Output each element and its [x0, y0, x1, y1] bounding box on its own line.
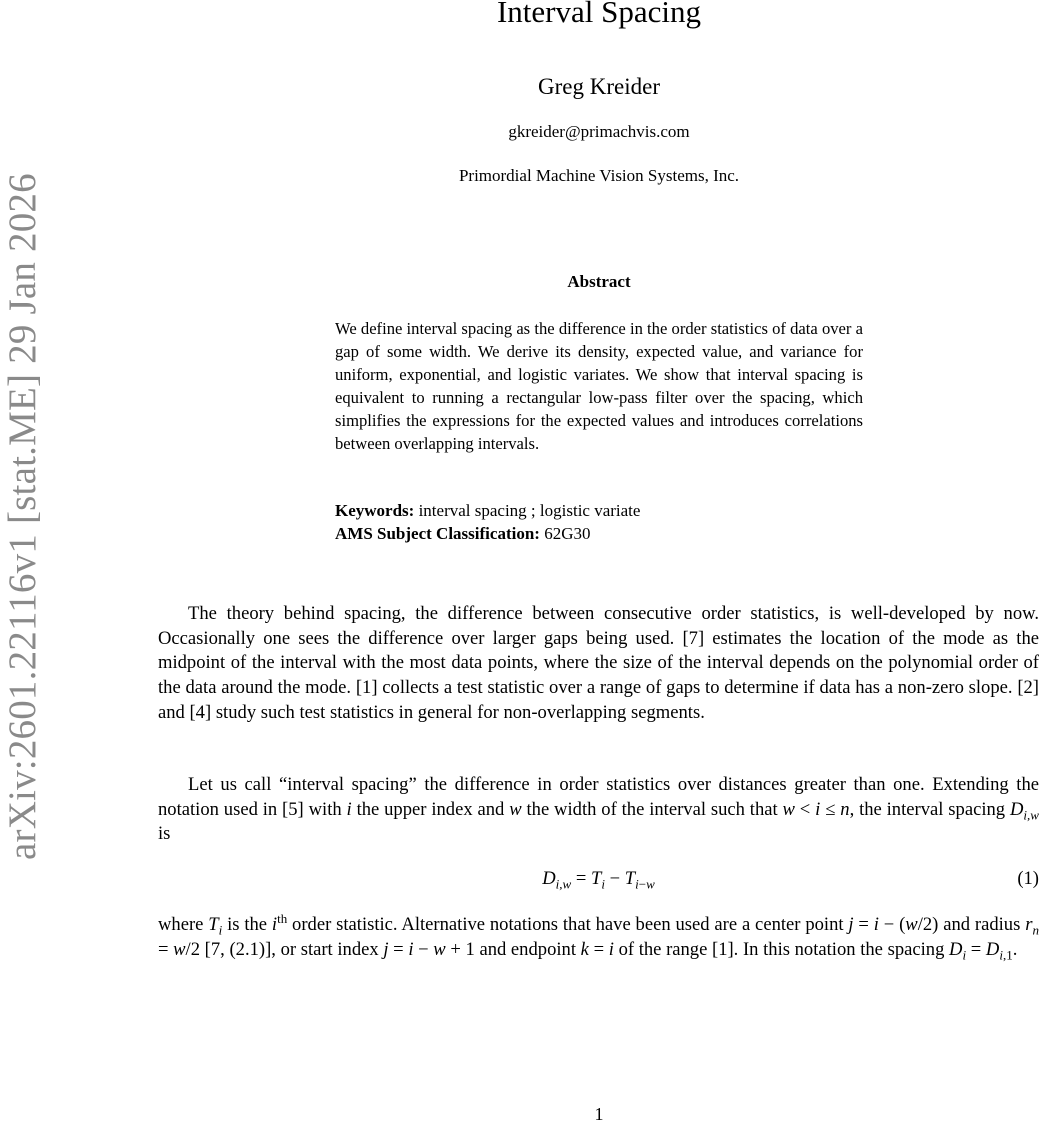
para2-text-b: the upper index and: [356, 798, 505, 820]
equation-1: [158, 868, 1039, 894]
math-i-th: $i^{th}$: [271, 910, 288, 935]
keywords-block: [335, 499, 935, 545]
ams-label: AMS Subject Classification:: [335, 524, 540, 543]
intro-paragraph-3: [158, 910, 1039, 963]
ams-value: 62G30: [544, 524, 591, 543]
para3-text-c: order statistic. Alternative notations that have been used are a center point: [292, 914, 844, 935]
math-inequality: w < i ≤ n: [782, 798, 850, 820]
para3-text-g: of the range [1]. In this notation the spacing: [618, 938, 945, 960]
arxiv-stamp: [0, 110, 44, 860]
ams-line: [335, 522, 935, 545]
author-affiliation: Primordial Machine Vision Systems, Inc.: [458, 166, 740, 185]
para3-text-b: is the: [227, 914, 268, 935]
math-T-i: $T_i$: [208, 914, 223, 938]
author-name: Greg Kreider: [538, 74, 660, 99]
page-number: 1: [594, 1104, 604, 1124]
math-var-w: w: [509, 798, 522, 820]
para3-text-f: and endpoint: [479, 938, 577, 960]
math-D-iw: $D_{i,w}$: [1009, 798, 1039, 823]
equation-1-body: $D_{i,w} = T_i - T_{i-w}$: [542, 868, 655, 892]
para3-text-e: [7, (2.1)], or start index: [204, 938, 379, 960]
math-var-i: i: [346, 798, 352, 820]
math-center-point: j = i − (w/2): [848, 914, 939, 935]
keywords-label: Keywords:: [335, 501, 415, 520]
keywords-value: interval spacing ; logistic variate: [418, 501, 641, 520]
math-start-index: j = i − w + 1: [383, 938, 475, 960]
intro-paragraph-2: [158, 773, 1039, 847]
math-spacing-identity: $D_i = D_{i,1}$.: [949, 938, 1018, 963]
para2-text-e: is: [158, 823, 171, 845]
para2-text-d: , the interval spacing: [849, 798, 1006, 820]
para3-text-a: where: [158, 914, 204, 935]
equation-1-number: (1): [1017, 868, 1039, 889]
intro-paragraph-1-text: The theory behind spacing, the difference between consecutive order statistics, is well-developed by now. Occasionally one sees the difference over larger gaps being used. [7] estimates the location of the mode as the midpoint of the interval with the most data points, where the size of the interval depends on the polynomial order of the data around the mode. [1] collects a test statistic over a range of gaps to determine if data has a non-zero slope. [2] and [4] study such test statistics in general for non-overlapping segments.: [158, 603, 1039, 723]
arxiv-identifier: arXiv:2601.22116v1 [stat.ME] 29 Jan 2026: [1, 173, 44, 860]
para2-text-a: Let us call “interval spacing” the difference in order statistics over distances greater than one. Extending the notation used in [5] with: [158, 774, 1039, 820]
math-radius: $r_n = w/2$: [158, 914, 1039, 960]
abstract-body: We define interval spacing as the difference in the order statistics of data over a gap of some width. We derive its density, expected value, and variance for uniform, exponential, and logistic variates. We show that interval spacing is equivalent to running a rectangular low-pass filter over the spacing, which simplifies the expressions for the expected values and introduces correlations between overlapping intervals.: [335, 319, 863, 453]
intro-paragraph-1: [158, 602, 1039, 726]
para2-text-c: the width of the interval such that: [526, 798, 778, 820]
author-email: gkreider@primachvis.com: [508, 122, 690, 141]
math-endpoint: k = i: [580, 938, 614, 960]
keywords-line: [335, 499, 935, 522]
abstract-heading: Abstract: [567, 272, 631, 291]
paper-title: Interval Spacing: [496, 0, 701, 29]
para3-text-d: and radius: [943, 914, 1021, 935]
